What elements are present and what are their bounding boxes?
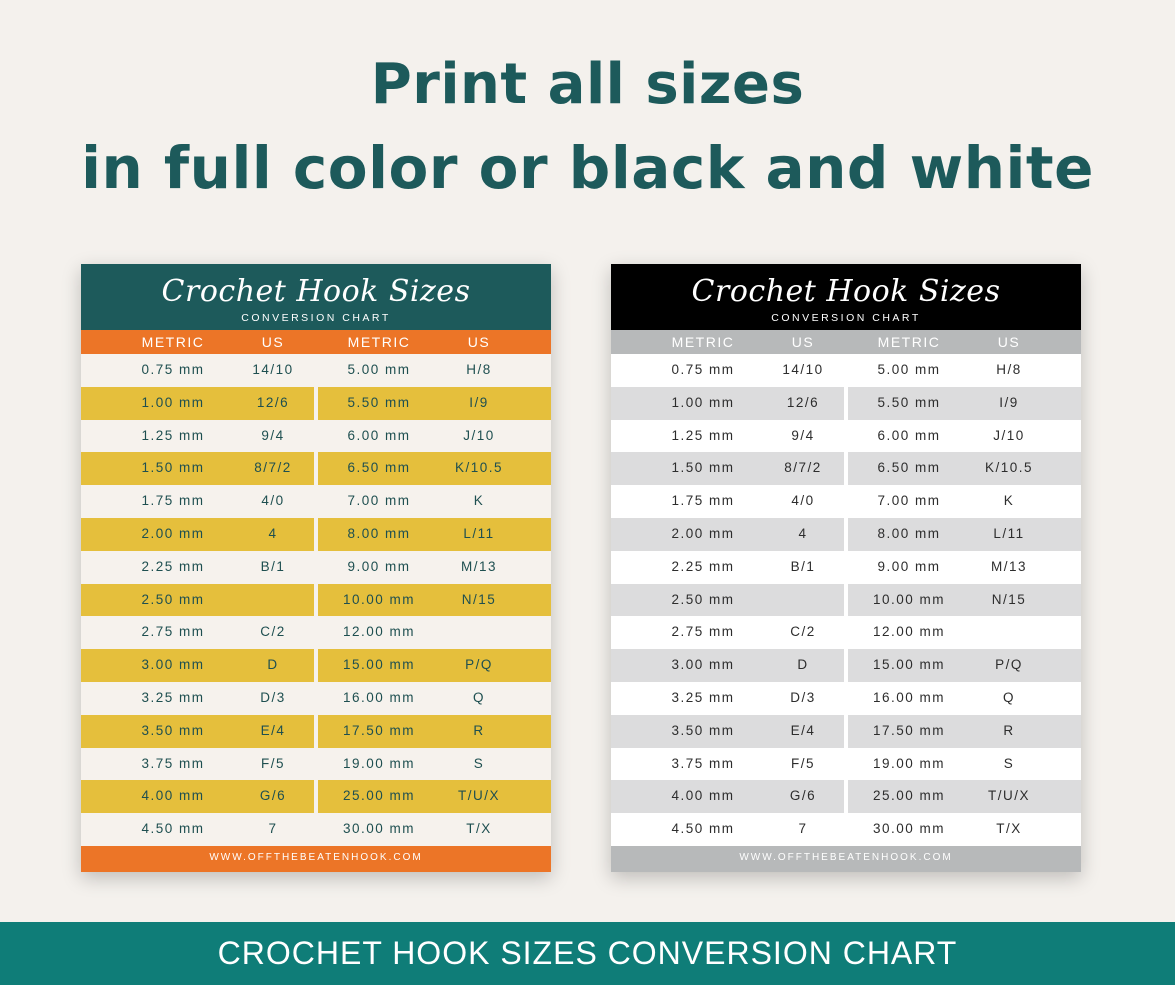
metric-cell: 10.00 mm xyxy=(342,591,416,607)
us-cell: D/3 xyxy=(790,689,816,705)
us-cell: 8/7/2 xyxy=(784,460,822,476)
metric-cell: 1.50 mm xyxy=(141,460,205,476)
chart-card-color xyxy=(81,264,551,872)
chart-card-black-white xyxy=(611,264,1081,872)
card-header xyxy=(611,264,1081,330)
metric-cell: 4.50 mm xyxy=(141,821,205,837)
us-cell: B/1 xyxy=(790,558,816,574)
us-cell: 7 xyxy=(798,821,808,837)
column-header-us: US xyxy=(467,334,491,350)
metric-cell: 3.25 mm xyxy=(671,689,735,705)
table-row xyxy=(81,354,551,387)
metric-cell: 25.00 mm xyxy=(872,788,946,804)
metric-cell: 2.25 mm xyxy=(671,558,735,574)
metric-cell: 2.00 mm xyxy=(671,525,735,541)
table-row xyxy=(81,616,551,649)
us-cell: H/8 xyxy=(996,362,1022,377)
bottom-banner xyxy=(0,922,1175,985)
table-row xyxy=(611,518,1081,551)
us-cell: H/8 xyxy=(466,362,492,377)
us-cell: D xyxy=(267,657,279,673)
metric-cell: 8.00 mm xyxy=(347,525,411,541)
us-cell: N/15 xyxy=(991,591,1027,607)
metric-cell: 4.50 mm xyxy=(671,821,735,837)
metric-cell: 3.00 mm xyxy=(141,657,205,673)
metric-cell: 0.75 mm xyxy=(141,362,205,377)
us-cell: T/X xyxy=(466,821,492,837)
metric-cell: 19.00 mm xyxy=(342,755,416,771)
card-footer xyxy=(611,846,1081,872)
table-row xyxy=(81,584,551,617)
card-title: Crochet Hook Sizes xyxy=(691,274,1001,309)
metric-cell: 6.00 mm xyxy=(347,427,411,443)
us-cell: K/10.5 xyxy=(454,460,504,476)
table-row xyxy=(611,748,1081,781)
website-url: WWW.OFFTHEBEATENHOOK.COM xyxy=(209,852,423,863)
us-cell: P/Q xyxy=(995,657,1023,673)
us-cell: G/6 xyxy=(789,788,817,804)
metric-cell: 9.00 mm xyxy=(877,558,941,574)
us-cell: Q xyxy=(472,689,485,705)
us-cell: R xyxy=(1003,722,1015,738)
us-cell: C/2 xyxy=(790,624,816,640)
metric-cell: 5.00 mm xyxy=(877,362,941,377)
column-headers xyxy=(81,330,551,354)
headline-line-2: in full color or black and white xyxy=(81,134,1094,202)
us-cell: 12/6 xyxy=(256,394,290,410)
metric-cell: 3.25 mm xyxy=(141,689,205,705)
column-header-us: US xyxy=(997,334,1021,350)
card-subtitle: CONVERSION CHART xyxy=(241,312,391,324)
us-cell: N/15 xyxy=(461,591,497,607)
metric-cell: 1.75 mm xyxy=(671,493,735,509)
table-row xyxy=(81,748,551,781)
metric-cell: 1.50 mm xyxy=(671,460,735,476)
us-cell: B/1 xyxy=(260,558,286,574)
us-cell: M/13 xyxy=(990,558,1027,574)
metric-cell: 17.50 mm xyxy=(872,722,946,738)
metric-cell: 6.50 mm xyxy=(347,460,411,476)
metric-cell: 15.00 mm xyxy=(872,657,946,673)
us-cell: F/5 xyxy=(790,755,815,771)
metric-cell: 30.00 mm xyxy=(342,821,416,837)
table-row xyxy=(81,682,551,715)
table-row xyxy=(81,518,551,551)
metric-cell: 2.00 mm xyxy=(141,525,205,541)
us-cell: 4/0 xyxy=(791,493,815,509)
metric-cell: 2.75 mm xyxy=(671,624,735,640)
table-row xyxy=(611,584,1081,617)
us-cell: I/9 xyxy=(999,394,1019,410)
metric-cell: 4.00 mm xyxy=(671,788,735,804)
table-row xyxy=(611,813,1081,846)
table-row xyxy=(611,452,1081,485)
metric-cell: 9.00 mm xyxy=(347,558,411,574)
table-row xyxy=(81,715,551,748)
table-row xyxy=(611,780,1081,813)
metric-cell: 12.00 mm xyxy=(872,624,946,640)
metric-cell: 3.75 mm xyxy=(141,755,205,771)
card-subtitle: CONVERSION CHART xyxy=(771,312,921,324)
metric-cell: 6.50 mm xyxy=(877,460,941,476)
metric-cell: 4.00 mm xyxy=(141,788,205,804)
metric-cell: 3.00 mm xyxy=(671,657,735,673)
table-row xyxy=(611,715,1081,748)
us-cell: 9/4 xyxy=(791,427,815,443)
table-row xyxy=(81,551,551,584)
metric-cell: 3.50 mm xyxy=(141,722,205,738)
table-row xyxy=(81,485,551,518)
metric-cell: 7.00 mm xyxy=(347,493,411,509)
table-row xyxy=(611,649,1081,682)
us-cell: J/10 xyxy=(463,427,495,443)
table-row xyxy=(611,354,1081,387)
us-cell: S xyxy=(473,755,485,771)
table-row xyxy=(81,420,551,453)
table-row xyxy=(611,682,1081,715)
metric-cell: 0.75 mm xyxy=(671,362,735,377)
us-cell: 4/0 xyxy=(261,493,285,509)
us-cell: S xyxy=(1003,755,1015,771)
column-divider xyxy=(844,584,848,617)
metric-cell: 3.75 mm xyxy=(671,755,735,771)
table-row xyxy=(81,387,551,420)
table-row xyxy=(81,813,551,846)
us-cell: T/U/X xyxy=(457,788,500,804)
us-cell: 14/10 xyxy=(252,362,294,377)
metric-cell: 8.00 mm xyxy=(877,525,941,541)
us-cell: C/2 xyxy=(260,624,286,640)
us-cell: 14/10 xyxy=(782,362,824,377)
us-cell: D xyxy=(797,657,809,673)
metric-cell: 2.50 mm xyxy=(671,591,735,607)
headline-line-1: Print all sizes xyxy=(370,52,805,117)
us-cell: G/6 xyxy=(259,788,287,804)
us-cell: E/4 xyxy=(260,722,286,738)
card-footer xyxy=(81,846,551,872)
metric-cell: 1.00 mm xyxy=(141,394,205,410)
table-row xyxy=(611,616,1081,649)
metric-cell: 5.50 mm xyxy=(347,394,411,410)
column-header-metric: METRIC xyxy=(877,334,941,350)
us-cell: Q xyxy=(1002,689,1015,705)
column-header-metric: METRIC xyxy=(141,334,205,350)
table-row xyxy=(611,485,1081,518)
column-header-us: US xyxy=(261,334,285,350)
column-header-us: US xyxy=(791,334,815,350)
metric-cell: 15.00 mm xyxy=(342,657,416,673)
metric-cell: 1.25 mm xyxy=(141,427,205,443)
us-cell: 12/6 xyxy=(786,394,820,410)
metric-cell: 16.00 mm xyxy=(342,689,416,705)
banner-text: CROCHET HOOK SIZES CONVERSION CHART xyxy=(217,935,958,971)
table-row xyxy=(81,452,551,485)
column-divider xyxy=(314,584,318,617)
metric-cell: 30.00 mm xyxy=(872,821,946,837)
column-headers xyxy=(611,330,1081,354)
us-cell: K/10.5 xyxy=(984,460,1034,476)
card-title: Crochet Hook Sizes xyxy=(161,274,471,309)
metric-cell: 7.00 mm xyxy=(877,493,941,509)
table-row xyxy=(611,551,1081,584)
us-cell: 7 xyxy=(268,821,278,837)
metric-cell: 2.50 mm xyxy=(141,591,205,607)
us-cell: R xyxy=(473,722,485,738)
metric-cell: 17.50 mm xyxy=(342,722,416,738)
us-cell: D/3 xyxy=(260,689,286,705)
column-header-metric: METRIC xyxy=(347,334,411,350)
table-row xyxy=(81,780,551,813)
table-row xyxy=(611,387,1081,420)
metric-cell: 10.00 mm xyxy=(872,591,946,607)
us-cell: L/11 xyxy=(463,525,495,541)
column-header-metric: METRIC xyxy=(671,334,735,350)
us-cell: I/9 xyxy=(469,394,489,410)
us-cell: L/11 xyxy=(993,525,1025,541)
metric-cell: 1.25 mm xyxy=(671,427,735,443)
metric-cell: 16.00 mm xyxy=(872,689,946,705)
us-cell: P/Q xyxy=(465,657,493,673)
metric-cell: 2.75 mm xyxy=(141,624,205,640)
metric-cell: 2.25 mm xyxy=(141,558,205,574)
metric-cell: 1.75 mm xyxy=(141,493,205,509)
metric-cell: 1.00 mm xyxy=(671,394,735,410)
us-cell: 4 xyxy=(268,525,278,541)
us-cell: K xyxy=(1003,493,1015,509)
us-cell: J/10 xyxy=(993,427,1025,443)
us-cell: T/X xyxy=(996,821,1022,837)
size-table xyxy=(81,354,551,846)
us-cell: F/5 xyxy=(260,755,285,771)
us-cell: E/4 xyxy=(790,722,816,738)
metric-cell: 5.00 mm xyxy=(347,362,411,377)
size-table xyxy=(611,354,1081,846)
us-cell: M/13 xyxy=(460,558,497,574)
metric-cell: 12.00 mm xyxy=(342,624,416,640)
metric-cell: 5.50 mm xyxy=(877,394,941,410)
table-row xyxy=(611,420,1081,453)
metric-cell: 3.50 mm xyxy=(671,722,735,738)
us-cell: 8/7/2 xyxy=(254,460,292,476)
us-cell: K xyxy=(473,493,485,509)
us-cell: 4 xyxy=(798,525,808,541)
metric-cell: 25.00 mm xyxy=(342,788,416,804)
metric-cell: 6.00 mm xyxy=(877,427,941,443)
card-header xyxy=(81,264,551,330)
table-row xyxy=(81,649,551,682)
website-url: WWW.OFFTHEBEATENHOOK.COM xyxy=(739,852,953,863)
us-cell: T/U/X xyxy=(987,788,1030,804)
metric-cell: 19.00 mm xyxy=(872,755,946,771)
us-cell: 9/4 xyxy=(261,427,285,443)
